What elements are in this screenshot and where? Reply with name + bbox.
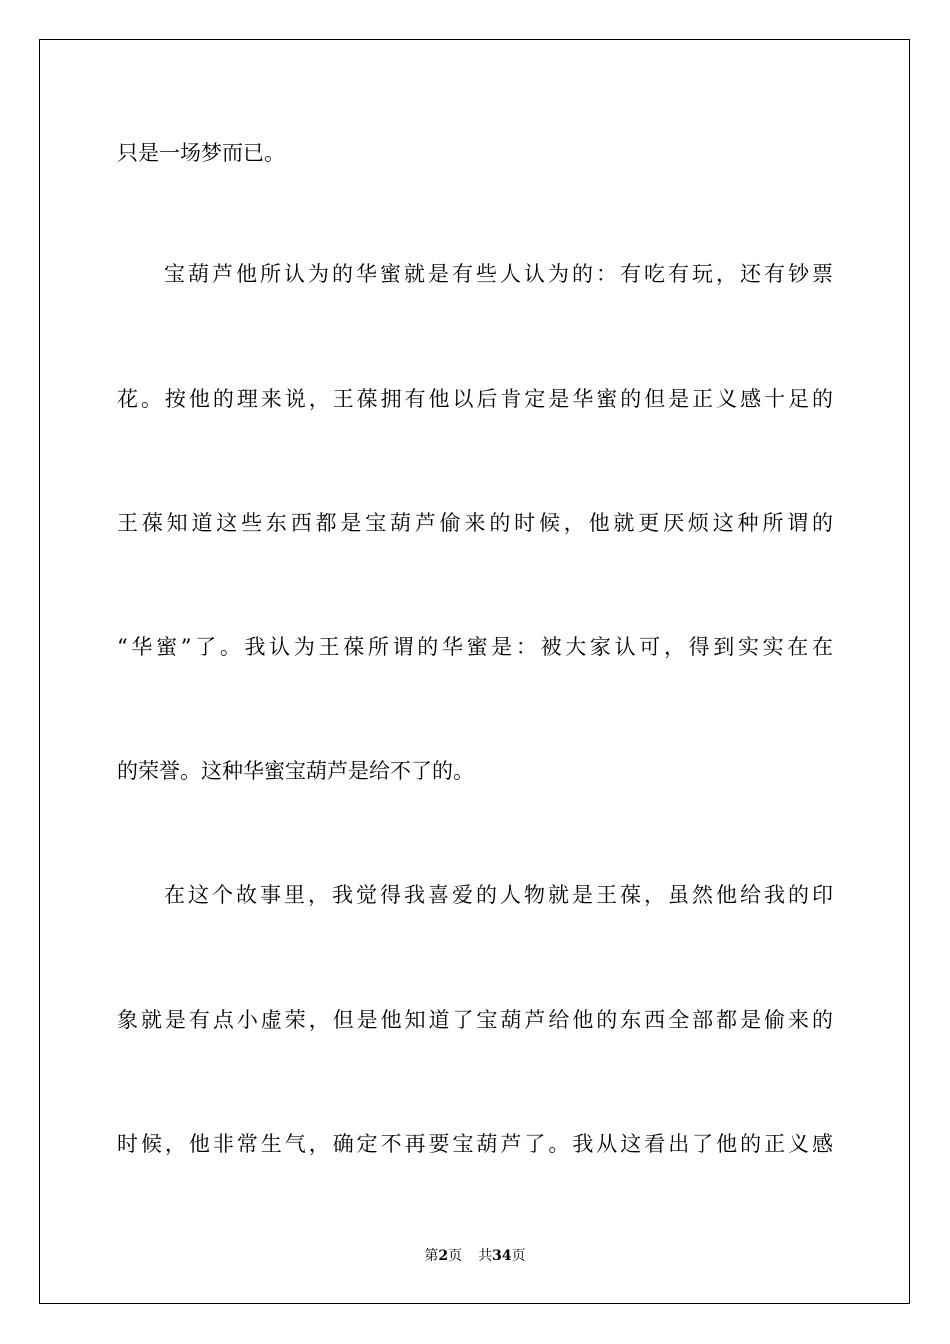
total-pages-label: 共34页 <box>478 1248 526 1264</box>
text-line-5: “华蜜”了。我认为王葆所谓的华蜜是：被大家认可，得到实实在在 <box>117 635 833 659</box>
text-line-3: 花。按他的理来说，王葆拥有他以后肯定是华蜜的但是正义感十足的 <box>117 387 833 411</box>
text-line-7: 在这个故事里，我觉得我喜爱的人物就是王葆，虽然他给我的印 <box>164 883 833 907</box>
text-line-4: 王葆知道这些东西都是宝葫芦偷来的时候，他就更厌烦这种所谓的 <box>117 511 833 535</box>
text-line-9: 时候，他非常生气，确定不再要宝葫芦了。我从这看出了他的正义感 <box>117 1132 833 1156</box>
text-line-2: 宝葫芦他所认为的华蜜就是有些人认为的：有吃有玩，还有钞票 <box>164 262 833 286</box>
page-number-label: 第2页 <box>424 1248 463 1264</box>
text-line-1: 只是一场梦而已。 <box>117 141 285 165</box>
text-line-8: 象就是有点小虚荣，但是他知道了宝葫芦给他的东西全部都是偷来的 <box>117 1008 833 1032</box>
text-line-6: 的荣誉。这种华蜜宝葫芦是给不了的。 <box>117 759 474 783</box>
page-border <box>39 39 910 1304</box>
page-footer <box>0 1246 950 1266</box>
